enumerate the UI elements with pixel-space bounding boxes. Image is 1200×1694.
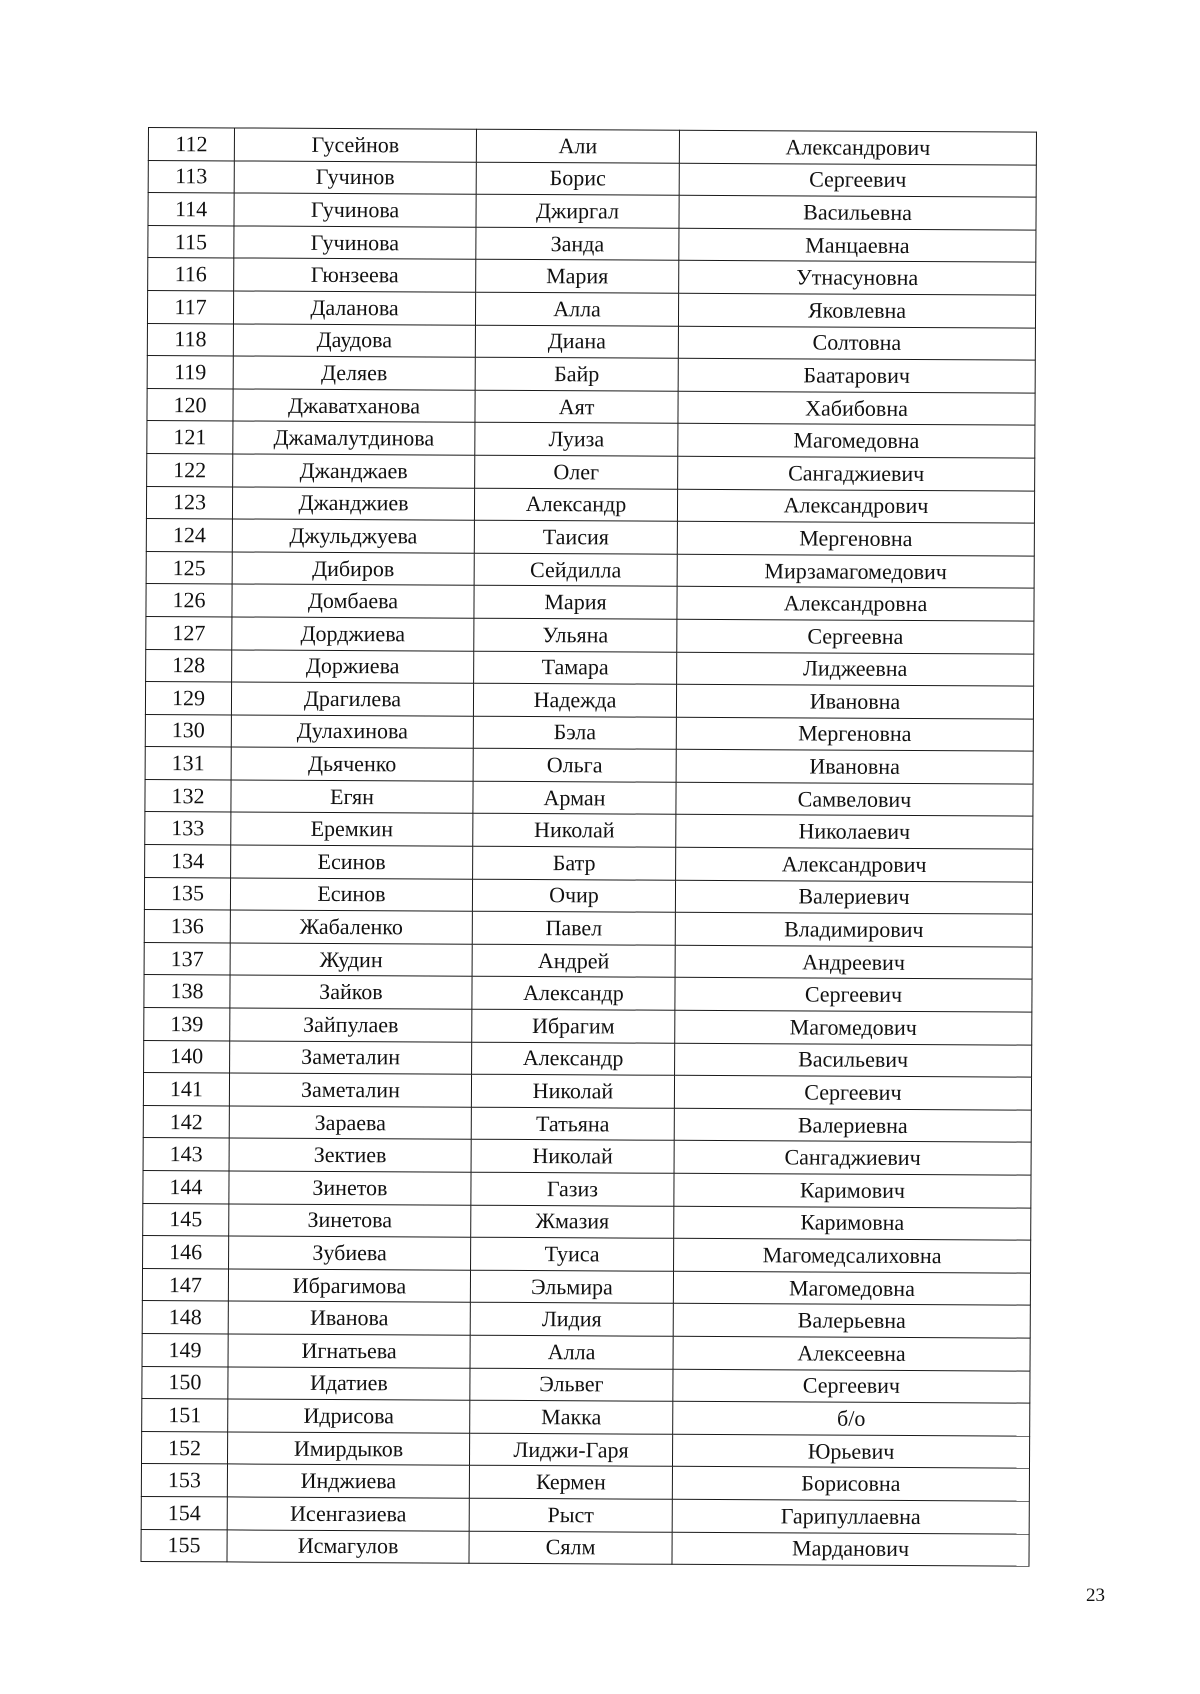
first-name-cell: Луиза bbox=[475, 423, 678, 457]
first-name-cell: Сейдилла bbox=[474, 553, 677, 587]
first-name-cell: Николай bbox=[471, 1074, 674, 1108]
surname-cell: Дулахинова bbox=[231, 715, 473, 749]
first-name-cell: Бэла bbox=[473, 716, 676, 750]
surname-cell: Исенгазиева bbox=[227, 1497, 469, 1531]
patronymic-cell: Александрович bbox=[679, 130, 1036, 164]
row-number-cell: 155 bbox=[141, 1529, 227, 1562]
surname-cell: Дорджиева bbox=[232, 617, 474, 651]
surname-cell: Гучинов bbox=[234, 161, 476, 195]
patronymic-cell: Баатарович bbox=[678, 358, 1035, 392]
row-number-cell: 142 bbox=[143, 1105, 229, 1138]
first-name-cell: Эльмира bbox=[470, 1270, 673, 1304]
table-row bbox=[146, 649, 1034, 686]
surname-cell: Зектиев bbox=[229, 1138, 471, 1172]
row-number-cell: 129 bbox=[145, 682, 231, 715]
row-number-cell: 116 bbox=[148, 258, 234, 291]
first-name-cell: Александр bbox=[472, 977, 675, 1011]
patronymic-cell: б/о bbox=[673, 1401, 1030, 1435]
first-name-cell: Александр bbox=[474, 488, 677, 522]
first-name-cell: Андрей bbox=[472, 944, 675, 978]
patronymic-cell: Гарипуллаевна bbox=[672, 1499, 1029, 1533]
surname-cell: Заметалин bbox=[229, 1073, 471, 1107]
patronymic-cell: Ивановна bbox=[676, 684, 1033, 718]
table-row bbox=[148, 225, 1036, 262]
surname-cell: Дибиров bbox=[232, 552, 474, 586]
first-name-cell: Джиргал bbox=[476, 194, 679, 228]
patronymic-cell: Борисовна bbox=[672, 1467, 1029, 1501]
table-row bbox=[143, 1105, 1031, 1142]
first-name-cell: Олег bbox=[475, 455, 678, 489]
patronymic-cell: Сергеевич bbox=[679, 163, 1036, 197]
table-row bbox=[146, 486, 1034, 523]
patronymic-cell: Сангаджиевич bbox=[678, 456, 1035, 490]
row-number-cell: 143 bbox=[143, 1138, 229, 1171]
row-number-cell: 118 bbox=[147, 323, 233, 356]
table-row bbox=[143, 1073, 1031, 1110]
patronymic-cell: Солтовна bbox=[678, 326, 1035, 360]
patronymic-cell: Яковлевна bbox=[678, 293, 1035, 327]
first-name-cell: Алла bbox=[475, 292, 678, 326]
patronymic-cell: Валерьевна bbox=[673, 1304, 1030, 1338]
row-number-cell: 140 bbox=[144, 1040, 230, 1073]
row-number-cell: 148 bbox=[142, 1301, 228, 1334]
surname-cell: Гучинова bbox=[234, 226, 476, 260]
table-row bbox=[143, 1138, 1031, 1175]
surname-cell: Гюнзеева bbox=[234, 258, 476, 292]
row-number-cell: 150 bbox=[142, 1366, 228, 1399]
surname-cell: Зараева bbox=[229, 1106, 471, 1140]
surname-cell: Доржиева bbox=[232, 649, 474, 683]
row-number-cell: 152 bbox=[142, 1431, 228, 1464]
surname-cell: Зайпулаев bbox=[230, 1008, 472, 1042]
patronymic-cell: Утнасуновна bbox=[679, 261, 1036, 295]
surname-cell: Есинов bbox=[231, 845, 473, 879]
table-row bbox=[146, 616, 1034, 653]
first-name-cell: Ольга bbox=[473, 748, 676, 782]
surname-cell: Зубиева bbox=[229, 1236, 471, 1270]
surname-cell: Егян bbox=[231, 780, 473, 814]
table-row bbox=[145, 682, 1033, 719]
row-number-cell: 125 bbox=[146, 551, 232, 584]
first-name-cell: Очир bbox=[472, 879, 675, 913]
surname-cell: Даланова bbox=[233, 291, 475, 325]
row-number-cell: 131 bbox=[145, 747, 231, 780]
first-name-cell: Кермен bbox=[469, 1466, 672, 1500]
patronymic-cell: Магомедовна bbox=[678, 424, 1035, 458]
patronymic-cell: Мергеновна bbox=[677, 521, 1034, 555]
first-name-cell: Аят bbox=[475, 390, 678, 424]
first-name-cell: Александр bbox=[472, 1042, 675, 1076]
patronymic-cell: Магомедович bbox=[675, 1010, 1032, 1044]
patronymic-cell: Валериевна bbox=[674, 1108, 1031, 1142]
patronymic-cell: Магомедовна bbox=[673, 1271, 1030, 1305]
table-row bbox=[141, 1529, 1029, 1566]
row-number-cell: 113 bbox=[148, 160, 234, 193]
table-row bbox=[142, 1301, 1030, 1338]
row-number-cell: 132 bbox=[145, 779, 231, 812]
patronymic-cell: Лиджеевна bbox=[677, 652, 1034, 686]
surname-cell: Дьяченко bbox=[231, 747, 473, 781]
row-number-cell: 154 bbox=[141, 1496, 227, 1529]
table-row bbox=[145, 747, 1033, 784]
surname-cell: Зинетов bbox=[229, 1171, 471, 1205]
surname-cell: Джанджаев bbox=[233, 454, 475, 488]
patronymic-cell: Магомедсалиховна bbox=[674, 1238, 1031, 1272]
table-row bbox=[144, 910, 1032, 947]
row-number-cell: 141 bbox=[143, 1073, 229, 1106]
table-row bbox=[148, 160, 1036, 197]
page-number: 23 bbox=[1086, 1585, 1105, 1606]
surname-cell: Жабаленко bbox=[230, 910, 472, 944]
table-row bbox=[146, 551, 1034, 588]
row-number-cell: 147 bbox=[142, 1268, 228, 1301]
patronymic-cell: Каримович bbox=[674, 1173, 1031, 1207]
first-name-cell: Николай bbox=[473, 814, 676, 848]
surname-cell: Игнатьева bbox=[228, 1334, 470, 1368]
table-row bbox=[147, 290, 1035, 327]
patronymic-cell: Юрьевич bbox=[672, 1434, 1029, 1468]
surname-cell: Жудин bbox=[230, 943, 472, 977]
row-number-cell: 121 bbox=[147, 421, 233, 454]
row-number-cell: 136 bbox=[144, 910, 230, 943]
patronymic-cell: Сергеевич bbox=[674, 1075, 1031, 1109]
table-row bbox=[144, 942, 1032, 979]
first-name-cell: Мария bbox=[474, 586, 677, 620]
surname-cell: Зайков bbox=[230, 975, 472, 1009]
row-number-cell: 146 bbox=[143, 1236, 229, 1269]
table-row bbox=[146, 519, 1034, 556]
patronymic-cell: Самвелович bbox=[676, 782, 1033, 816]
first-name-cell: Сялм bbox=[469, 1531, 672, 1565]
table-row bbox=[142, 1431, 1030, 1468]
patronymic-cell: Васильевна bbox=[679, 195, 1036, 229]
patronymic-cell: Сергеевич bbox=[675, 978, 1032, 1012]
patronymic-cell: Сергеевна bbox=[677, 619, 1034, 653]
first-name-cell: Туиса bbox=[471, 1237, 674, 1271]
table-row bbox=[144, 1008, 1032, 1045]
surname-cell: Джульджуева bbox=[232, 519, 474, 553]
surname-cell: Джамалутдинова bbox=[233, 421, 475, 455]
patronymic-cell: Ивановна bbox=[676, 750, 1033, 784]
first-name-cell: Ибрагим bbox=[472, 1009, 675, 1043]
table-row bbox=[147, 323, 1035, 360]
row-number-cell: 117 bbox=[147, 290, 233, 323]
first-name-cell: Диана bbox=[475, 325, 678, 359]
table-row bbox=[146, 584, 1034, 621]
surname-cell: Идрисова bbox=[228, 1399, 470, 1433]
patronymic-cell: Александрович bbox=[676, 847, 1033, 881]
first-name-cell: Жмазия bbox=[471, 1205, 674, 1239]
surname-cell: Зинетова bbox=[229, 1204, 471, 1238]
row-number-cell: 112 bbox=[148, 128, 234, 161]
table-row bbox=[148, 258, 1036, 295]
patronymic-cell: Мергеновна bbox=[676, 717, 1033, 751]
first-name-cell: Арман bbox=[473, 781, 676, 815]
row-number-cell: 138 bbox=[144, 975, 230, 1008]
row-number-cell: 119 bbox=[147, 356, 233, 389]
table-row bbox=[145, 845, 1033, 882]
table-row bbox=[144, 877, 1032, 914]
first-name-cell: Мария bbox=[476, 260, 679, 294]
first-name-cell: Николай bbox=[471, 1140, 674, 1174]
first-name-cell: Борис bbox=[476, 162, 679, 196]
table-row bbox=[148, 193, 1036, 230]
surname-cell: Заметалин bbox=[230, 1041, 472, 1075]
row-number-cell: 137 bbox=[144, 942, 230, 975]
patronymic-cell: Мирзамагомедович bbox=[677, 554, 1034, 588]
row-number-cell: 123 bbox=[146, 486, 232, 519]
row-number-cell: 153 bbox=[141, 1464, 227, 1497]
row-number-cell: 127 bbox=[146, 616, 232, 649]
surname-cell: Гучинова bbox=[234, 193, 476, 227]
surname-cell: Домбаева bbox=[232, 584, 474, 618]
row-number-cell: 130 bbox=[145, 714, 231, 747]
table-row bbox=[143, 1170, 1031, 1207]
table-row bbox=[145, 714, 1033, 751]
row-number-cell: 126 bbox=[146, 584, 232, 617]
person-list-table bbox=[140, 127, 1037, 1567]
table-row bbox=[143, 1236, 1031, 1273]
row-number-cell: 122 bbox=[147, 453, 233, 486]
first-name-cell: Ульяна bbox=[474, 618, 677, 652]
patronymic-cell: Сангаджиевич bbox=[674, 1141, 1031, 1175]
patronymic-cell: Васильевич bbox=[675, 1043, 1032, 1077]
person-list-body bbox=[141, 128, 1036, 1567]
table-row bbox=[144, 975, 1032, 1012]
patronymic-cell: Алексеевна bbox=[673, 1336, 1030, 1370]
row-number-cell: 115 bbox=[148, 225, 234, 258]
table-row bbox=[147, 388, 1035, 425]
surname-cell: Имирдыков bbox=[227, 1432, 469, 1466]
patronymic-cell: Хабибовна bbox=[678, 391, 1035, 425]
patronymic-cell: Сергеевич bbox=[673, 1369, 1030, 1403]
table-row bbox=[144, 1040, 1032, 1077]
surname-cell: Инджиева bbox=[227, 1464, 469, 1498]
surname-cell: Джаватханова bbox=[233, 389, 475, 423]
first-name-cell: Татьяна bbox=[471, 1107, 674, 1141]
table-row bbox=[147, 356, 1035, 393]
surname-cell: Даудова bbox=[233, 324, 475, 358]
surname-cell: Джанджиев bbox=[232, 486, 474, 520]
table-row bbox=[147, 421, 1035, 458]
table-row bbox=[145, 779, 1033, 816]
row-number-cell: 145 bbox=[143, 1203, 229, 1236]
row-number-cell: 134 bbox=[145, 845, 231, 878]
first-name-cell: Павел bbox=[472, 911, 675, 945]
surname-cell: Есинов bbox=[230, 878, 472, 912]
patronymic-cell: Александрович bbox=[677, 489, 1034, 523]
first-name-cell: Тамара bbox=[474, 651, 677, 685]
patronymic-cell: Николаевич bbox=[676, 815, 1033, 849]
surname-cell: Гусейнов bbox=[234, 128, 476, 162]
table-row bbox=[142, 1366, 1030, 1403]
table-row bbox=[141, 1464, 1029, 1501]
surname-cell: Исмагулов bbox=[227, 1529, 469, 1563]
table-row bbox=[147, 453, 1035, 490]
patronymic-cell: Владимирович bbox=[675, 913, 1032, 947]
patronymic-cell: Александровна bbox=[677, 587, 1034, 621]
row-number-cell: 128 bbox=[146, 649, 232, 682]
first-name-cell: Али bbox=[476, 129, 679, 163]
row-number-cell: 120 bbox=[147, 388, 233, 421]
first-name-cell: Лиджи-Гаря bbox=[469, 1433, 672, 1467]
first-name-cell: Алла bbox=[470, 1335, 673, 1369]
row-number-cell: 151 bbox=[142, 1399, 228, 1432]
table-row bbox=[148, 128, 1036, 165]
surname-cell: Драгилева bbox=[231, 682, 473, 716]
surname-cell: Деляев bbox=[233, 356, 475, 390]
surname-cell: Ибрагимова bbox=[228, 1269, 470, 1303]
row-number-cell: 149 bbox=[142, 1333, 228, 1366]
first-name-cell: Надежда bbox=[473, 683, 676, 717]
patronymic-cell: Валериевич bbox=[675, 880, 1032, 914]
row-number-cell: 139 bbox=[144, 1008, 230, 1041]
table-row bbox=[142, 1268, 1030, 1305]
row-number-cell: 133 bbox=[145, 812, 231, 845]
patronymic-cell: Каримовна bbox=[674, 1206, 1031, 1240]
row-number-cell: 135 bbox=[144, 877, 230, 910]
first-name-cell: Лидия bbox=[470, 1303, 673, 1337]
row-number-cell: 124 bbox=[146, 519, 232, 552]
surname-cell: Идатиев bbox=[228, 1366, 470, 1400]
first-name-cell: Газиз bbox=[471, 1172, 674, 1206]
row-number-cell: 144 bbox=[143, 1170, 229, 1203]
table-row bbox=[142, 1399, 1030, 1436]
first-name-cell: Эльвег bbox=[470, 1368, 673, 1402]
table-row bbox=[143, 1203, 1031, 1240]
patronymic-cell: Марданович bbox=[672, 1532, 1029, 1566]
first-name-cell: Таисия bbox=[474, 520, 677, 554]
first-name-cell: Макка bbox=[470, 1400, 673, 1434]
table-row bbox=[141, 1496, 1029, 1533]
first-name-cell: Занда bbox=[476, 227, 679, 261]
row-number-cell: 114 bbox=[148, 193, 234, 226]
surname-cell: Иванова bbox=[228, 1301, 470, 1335]
surname-cell: Еремкин bbox=[231, 812, 473, 846]
patronymic-cell: Манцаевна bbox=[679, 228, 1036, 262]
patronymic-cell: Андреевич bbox=[675, 945, 1032, 979]
table-row bbox=[145, 812, 1033, 849]
table-row bbox=[142, 1333, 1030, 1370]
first-name-cell: Батр bbox=[473, 846, 676, 880]
first-name-cell: Рыст bbox=[469, 1498, 672, 1532]
first-name-cell: Байр bbox=[475, 357, 678, 391]
